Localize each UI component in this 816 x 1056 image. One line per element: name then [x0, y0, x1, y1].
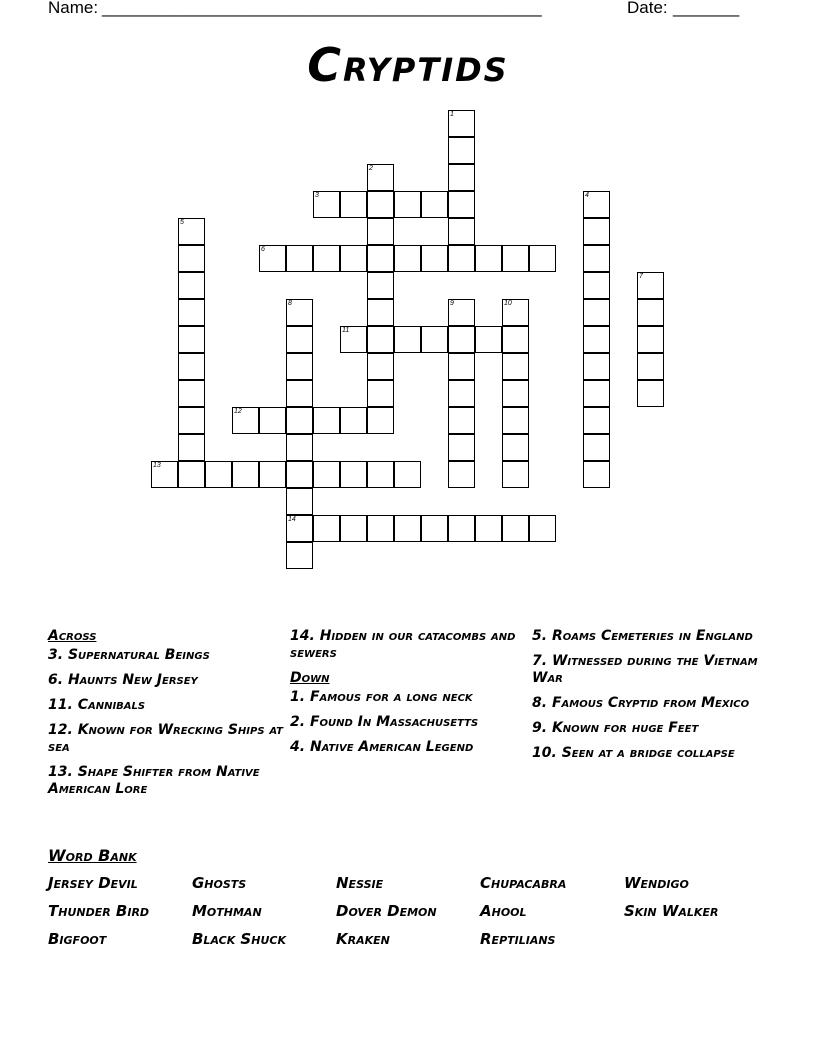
grid-cell[interactable] — [367, 218, 394, 245]
grid-cell[interactable] — [394, 461, 421, 488]
grid-cell[interactable] — [394, 326, 421, 353]
grid-cell[interactable] — [151, 461, 178, 488]
grid-cell[interactable] — [583, 353, 610, 380]
grid-cell[interactable] — [178, 434, 205, 461]
grid-cell[interactable] — [583, 407, 610, 434]
grid-cell[interactable] — [286, 326, 313, 353]
grid-cell[interactable] — [448, 164, 475, 191]
clue-across-14: 14. Hidden in our catacombs and sewers — [290, 628, 516, 661]
grid-cell[interactable] — [529, 515, 556, 542]
grid-cell[interactable] — [583, 272, 610, 299]
grid-cell[interactable] — [313, 407, 340, 434]
down-title: Down — [290, 670, 330, 686]
grid-cell[interactable] — [286, 380, 313, 407]
grid-cell[interactable] — [367, 272, 394, 299]
word-bank-item: Nessie — [336, 874, 384, 892]
grid-cell[interactable] — [178, 407, 205, 434]
word-bank-item: Bigfoot — [48, 930, 107, 948]
grid-cell[interactable] — [637, 326, 664, 353]
grid-cell[interactable] — [367, 380, 394, 407]
grid-cell[interactable] — [367, 326, 394, 353]
grid-cell[interactable] — [448, 407, 475, 434]
grid-cell[interactable] — [421, 326, 448, 353]
grid-cell[interactable] — [259, 461, 286, 488]
grid-cell[interactable] — [313, 191, 340, 218]
clue-down-8: 8. Famous Cryptid from Mexico — [532, 695, 750, 711]
word-bank-item: Ahool — [480, 902, 527, 920]
grid-cell[interactable] — [502, 380, 529, 407]
word-bank-item: Wendigo — [624, 874, 689, 892]
clue-number: 9 — [450, 300, 454, 307]
grid-cell[interactable] — [340, 461, 367, 488]
clue-number: 6 — [261, 246, 265, 253]
clues-column-2 — [290, 628, 530, 764]
grid-cell[interactable] — [340, 407, 367, 434]
grid-cell[interactable] — [583, 191, 610, 218]
grid-cell[interactable] — [448, 515, 475, 542]
grid-cell[interactable] — [313, 245, 340, 272]
date-label: Date: — [627, 0, 668, 17]
grid-cell[interactable] — [367, 515, 394, 542]
clue-down-9: 9. Known for huge Feet — [532, 720, 699, 736]
grid-cell[interactable] — [637, 353, 664, 380]
grid-cell[interactable] — [232, 407, 259, 434]
grid-cell[interactable] — [205, 461, 232, 488]
clue-across-12: 12. Known for Wrecking Ships at sea — [48, 722, 284, 755]
grid-cell[interactable] — [502, 326, 529, 353]
name-label: Name: — [48, 0, 99, 17]
grid-cell[interactable] — [502, 245, 529, 272]
across-title: Across — [48, 628, 97, 644]
grid-cell[interactable] — [421, 191, 448, 218]
grid-cell[interactable] — [394, 191, 421, 218]
clues-column-1 — [48, 628, 288, 806]
grid-cell[interactable] — [286, 542, 313, 569]
grid-cell[interactable] — [502, 515, 529, 542]
clue-number: 12 — [234, 408, 242, 415]
grid-cell[interactable] — [367, 245, 394, 272]
grid-cell[interactable] — [313, 461, 340, 488]
grid-cell[interactable] — [475, 245, 502, 272]
grid-cell[interactable] — [367, 461, 394, 488]
clue-number: 1 — [450, 111, 454, 118]
grid-cell[interactable] — [367, 191, 394, 218]
grid-cell[interactable] — [178, 353, 205, 380]
clue-number: 13 — [153, 462, 161, 469]
grid-cell[interactable] — [583, 326, 610, 353]
grid-cell[interactable] — [637, 272, 664, 299]
grid-cell[interactable] — [313, 515, 340, 542]
grid-cell[interactable] — [286, 245, 313, 272]
grid-cell[interactable] — [178, 461, 205, 488]
grid-cell[interactable] — [178, 326, 205, 353]
grid-cell[interactable] — [340, 326, 367, 353]
grid-cell[interactable] — [367, 164, 394, 191]
grid-cell[interactable] — [367, 353, 394, 380]
clue-number: 11 — [342, 327, 350, 334]
grid-cell[interactable] — [448, 299, 475, 326]
grid-cell[interactable] — [475, 515, 502, 542]
grid-cell[interactable] — [286, 488, 313, 515]
grid-cell[interactable] — [583, 299, 610, 326]
grid-cell[interactable] — [286, 353, 313, 380]
grid-cell[interactable] — [286, 515, 313, 542]
grid-cell[interactable] — [367, 407, 394, 434]
grid-cell[interactable] — [178, 218, 205, 245]
clue-number: 4 — [585, 192, 589, 199]
word-bank-item: Kraken — [336, 930, 390, 948]
clue-number: 5 — [180, 219, 184, 226]
clue-down-2: 2. Found In Massachusetts — [290, 714, 479, 730]
grid-cell[interactable] — [583, 245, 610, 272]
grid-cell[interactable] — [178, 380, 205, 407]
clue-across-13: 13. Shape Shifter from Native American Lore — [48, 764, 260, 797]
grid-cell[interactable] — [448, 218, 475, 245]
clue-down-1: 1. Famous for a long neck — [290, 689, 473, 705]
date-field[interactable]: _______ — [673, 0, 740, 17]
word-bank-item: Chupacabra — [480, 874, 567, 892]
grid-cell[interactable] — [637, 380, 664, 407]
clue-down-7: 7. Witnessed during the Vietnam War — [532, 653, 758, 686]
grid-cell[interactable] — [259, 245, 286, 272]
grid-cell[interactable] — [286, 407, 313, 434]
grid-cell[interactable] — [367, 299, 394, 326]
grid-cell[interactable] — [340, 245, 367, 272]
word-bank-item: Thunder Bird — [48, 902, 150, 920]
grid-cell[interactable] — [502, 407, 529, 434]
clue-number: 3 — [315, 192, 319, 199]
grid-cell[interactable] — [583, 461, 610, 488]
grid-cell[interactable] — [394, 245, 421, 272]
grid-cell[interactable] — [448, 434, 475, 461]
grid-cell[interactable] — [394, 515, 421, 542]
word-bank-item: Ghosts — [192, 874, 247, 892]
word-bank-item: Jersey Devil — [48, 874, 138, 892]
grid-cell[interactable] — [178, 245, 205, 272]
clue-number: 10 — [504, 300, 512, 307]
word-bank-title: Word Bank — [48, 846, 137, 865]
word-bank-item: Mothman — [192, 902, 262, 920]
grid-cell[interactable] — [421, 515, 448, 542]
clues-column-3 — [532, 628, 772, 770]
word-bank-item: Dover Demon — [336, 902, 437, 920]
grid-cell[interactable] — [340, 515, 367, 542]
grid-cell[interactable] — [421, 245, 448, 272]
clue-across-6: 6. Haunts New Jersey — [48, 672, 198, 688]
clue-across-11: 11. Cannibals — [48, 697, 146, 713]
grid-cell[interactable] — [475, 326, 502, 353]
clue-across-3: 3. Supernatural Beings — [48, 647, 210, 663]
grid-cell[interactable] — [448, 461, 475, 488]
grid-cell[interactable] — [583, 434, 610, 461]
grid-cell[interactable] — [286, 461, 313, 488]
grid-cell[interactable] — [583, 218, 610, 245]
grid-cell[interactable] — [502, 434, 529, 461]
grid-cell[interactable] — [502, 461, 529, 488]
clue-number: 8 — [288, 300, 292, 307]
grid-cell[interactable] — [502, 299, 529, 326]
grid-cell[interactable] — [448, 380, 475, 407]
grid-cell[interactable] — [502, 353, 529, 380]
clue-number: 14 — [288, 516, 296, 523]
name-field[interactable]: ________________________________________________ — [102, 0, 542, 17]
clue-number: 2 — [369, 165, 373, 172]
clue-number: 7 — [639, 273, 643, 280]
grid-cell[interactable] — [583, 380, 610, 407]
grid-cell[interactable] — [448, 137, 475, 164]
clue-down-10: 10. Seen at a bridge collapse — [532, 745, 735, 761]
word-bank-item: Reptilians — [480, 930, 556, 948]
word-bank-item: Skin Walker — [624, 902, 719, 920]
grid-cell[interactable] — [259, 407, 286, 434]
grid-cell[interactable] — [178, 299, 205, 326]
grid-cell[interactable] — [529, 245, 556, 272]
page-title: Cryptids — [307, 38, 509, 92]
grid-cell[interactable] — [286, 299, 313, 326]
grid-cell[interactable] — [286, 434, 313, 461]
word-bank-item: Black Shuck — [192, 930, 286, 948]
grid-cell[interactable] — [448, 245, 475, 272]
clue-down-4: 4. Native American Legend — [290, 739, 474, 755]
grid-cell[interactable] — [448, 353, 475, 380]
grid-cell[interactable] — [448, 326, 475, 353]
grid-cell[interactable] — [637, 299, 664, 326]
clue-down-5: 5. Roams Cemeteries in England — [532, 628, 753, 644]
grid-cell[interactable] — [448, 110, 475, 137]
grid-cell[interactable] — [340, 191, 367, 218]
grid-cell[interactable] — [178, 272, 205, 299]
grid-cell[interactable] — [448, 191, 475, 218]
grid-cell[interactable] — [232, 461, 259, 488]
